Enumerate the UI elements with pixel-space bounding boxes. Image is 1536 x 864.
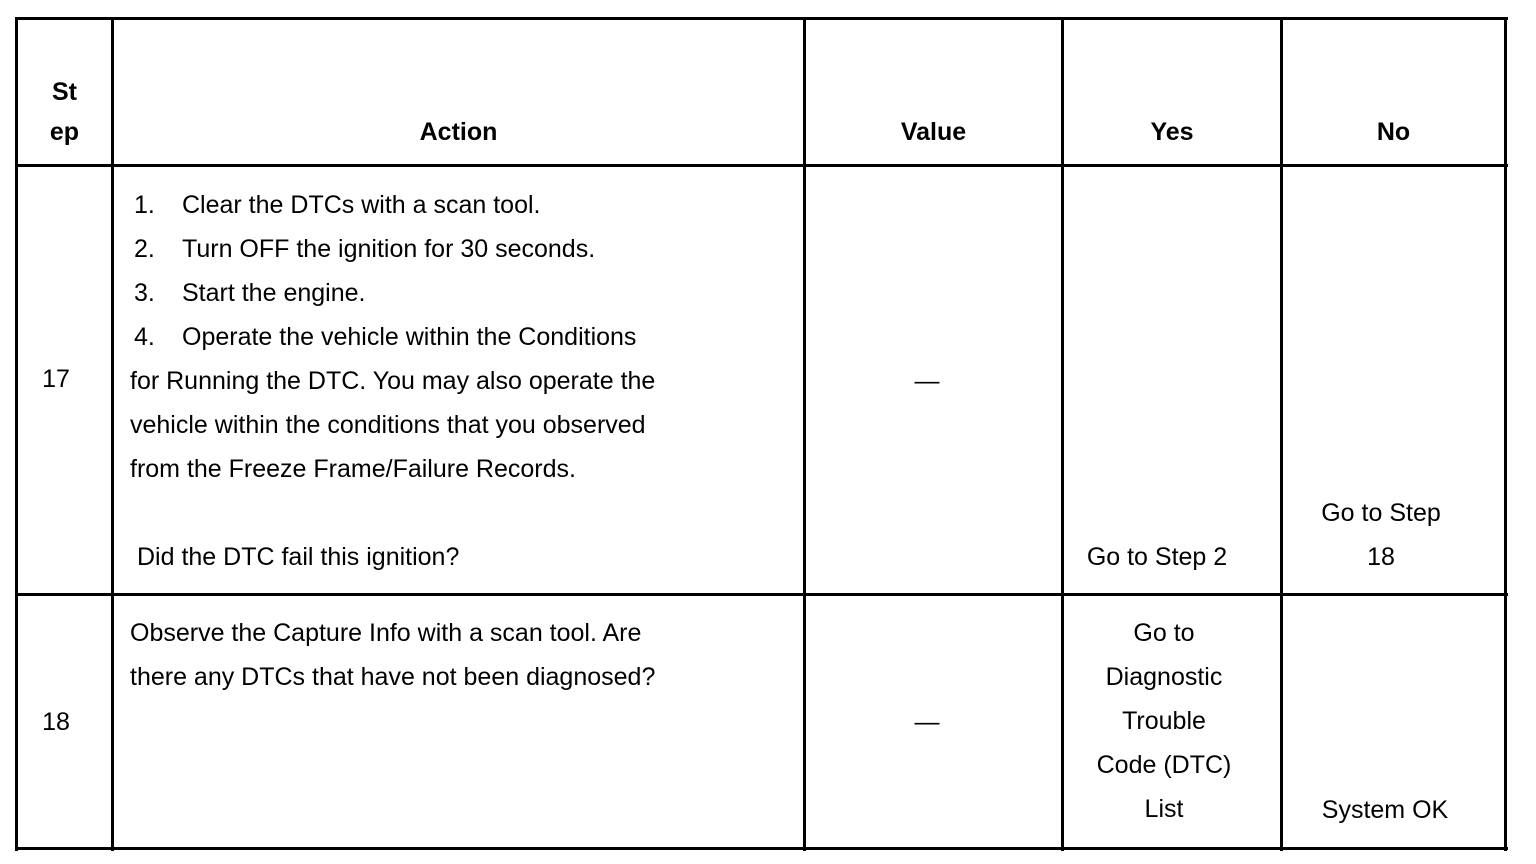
row18-yes [1064,611,1264,831]
header-value: Value [900,118,967,146]
list-item: 2. Turn OFF the ignition for 30 seconds. [134,235,596,263]
action-continuation: from the Freeze Frame/Failure Records. [130,455,576,483]
list-item: 3. Start the engine. [134,279,366,307]
header-action: Action [419,118,498,146]
header-step [18,72,111,152]
table-top-border [15,17,1508,20]
row18-yes-line: List [1144,795,1184,823]
action-line: there any DTCs that have not been diagnosed? [130,663,656,691]
action-line: Observe the Capture Info with a scan tool. Are [130,619,642,647]
row17-no [1283,491,1479,579]
list-item: 4. Operate the vehicle within the Conditions [134,323,637,351]
table-right-border [1504,18,1507,851]
row18-yes-line: Diagnostic [1105,663,1223,691]
row17-no-line1: Go to Step [1321,499,1441,527]
row18-value: — [914,708,940,736]
action-continuation: for Running the DTC. You may also operate the [130,367,656,395]
header-step-line1: St [52,78,77,106]
header-row-divider [15,164,1508,167]
action-continuation: vehicle within the conditions that you observed [130,411,646,439]
row17-action [130,183,800,491]
header-no: No [1376,118,1411,146]
header-yes: Yes [1150,118,1194,146]
row18-yes-line: Go to [1133,619,1195,647]
row-divider [15,593,1508,596]
row18-action [130,611,800,699]
list-item: 1. Clear the DTCs with a scan tool. [134,191,541,219]
row18-step: 18 [42,708,70,736]
row17-value: — [914,367,940,395]
row18-yes-line: Code (DTC) [1096,751,1232,779]
row17-question: Did the DTC fail this ignition? [137,543,460,571]
row17-yes: Go to Step 2 [1086,543,1228,571]
header-step-line2: ep [49,118,80,146]
row17-step: 17 [42,365,70,393]
row18-yes-line: Trouble [1122,707,1206,735]
row17-no-line2: 18 [1367,543,1395,571]
row18-no: System OK [1321,796,1449,824]
table-bottom-border [15,847,1508,850]
